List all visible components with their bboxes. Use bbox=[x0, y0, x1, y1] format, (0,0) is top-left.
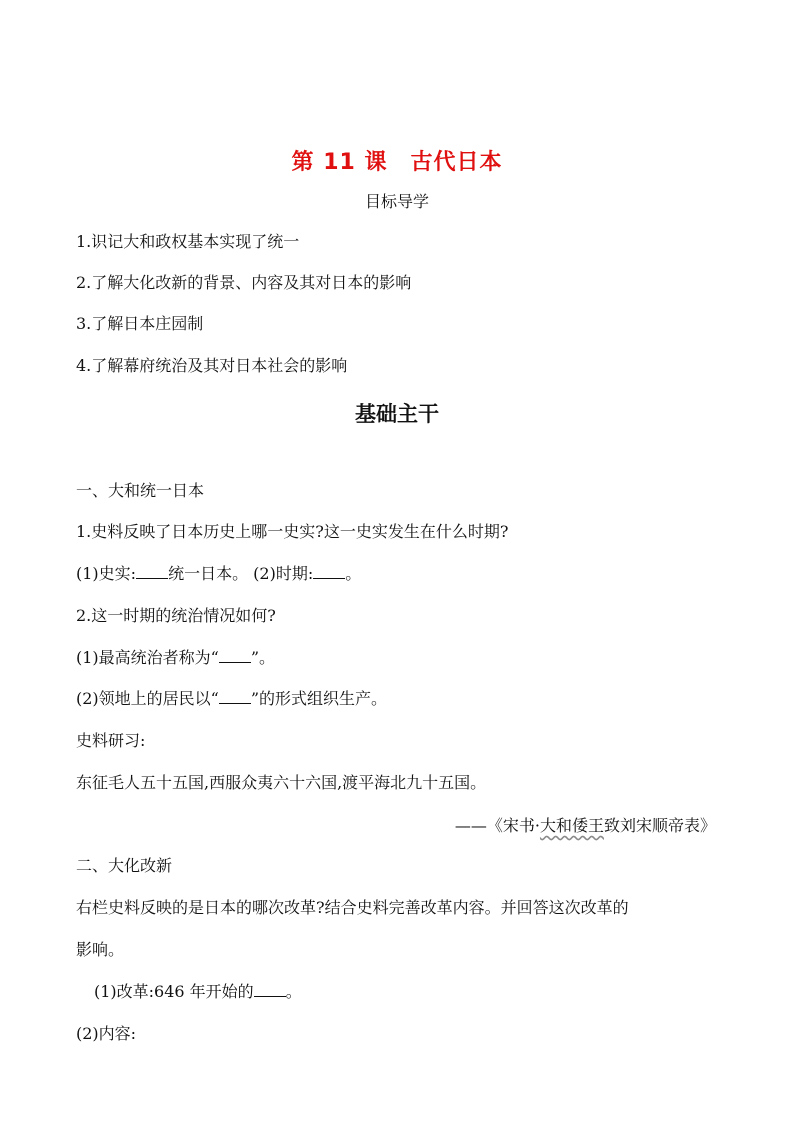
study-label: 史料研习: bbox=[76, 731, 146, 750]
fill-blank[interactable] bbox=[254, 981, 286, 997]
source-highlight: 大和倭王 bbox=[539, 816, 604, 835]
answer-2-2 bbox=[76, 688, 387, 710]
fill-blank[interactable] bbox=[219, 688, 251, 704]
part2-question-line1: 右栏史料反映的是日本的哪次改革?结合史料完善改革内容。并回答这次改革的 bbox=[76, 898, 629, 917]
question-1: 1.史料反映了日本历史上哪一史实?这一史实发生在什么时期? bbox=[76, 522, 509, 541]
fill-blank[interactable] bbox=[313, 563, 345, 579]
answer-2-1-end: ”。 bbox=[250, 648, 276, 667]
source-suffix: 致刘宋顺帝表》 bbox=[603, 816, 716, 835]
part2-heading: 二、大化改新 bbox=[76, 856, 173, 875]
lesson-subtitle: 目标导学 bbox=[364, 192, 429, 211]
lesson-title: 第 11 课 古代日本 bbox=[291, 150, 503, 175]
part2-question-line2: 影响。 bbox=[76, 940, 125, 959]
question-2: 2.这一时期的统治情况如何? bbox=[76, 606, 276, 625]
fill-blank[interactable] bbox=[219, 647, 251, 663]
source-prefix: ——《宋书· bbox=[454, 816, 540, 835]
answer-1 bbox=[76, 563, 361, 585]
part2-answer-1-prefix: (1)改革:646 年开始的 bbox=[94, 982, 254, 1001]
goal-item: 2.了解大化改新的背景、内容及其对日本的影响 bbox=[76, 273, 412, 292]
answer-1-mid: 统一日本。 (2)时期: bbox=[168, 564, 314, 583]
answer-1-end: 。 bbox=[345, 564, 362, 583]
part1-heading: 一、大和统一日本 bbox=[76, 481, 205, 500]
goal-item: 1.识记大和政权基本实现了统一 bbox=[76, 232, 300, 251]
goal-item: 4.了解幕府统治及其对日本社会的影响 bbox=[76, 356, 348, 375]
answer-2-1 bbox=[76, 647, 275, 669]
source-citation bbox=[455, 815, 716, 837]
part2-answer-1-end: 。 bbox=[285, 982, 302, 1001]
answer-1-prefix: (1)史实: bbox=[76, 564, 137, 583]
answer-2-2-prefix: (2)领地上的居民以“ bbox=[76, 689, 219, 708]
source-quote: 东征毛人五十五国,西服众夷六十六国,渡平海北九十五国。 bbox=[76, 773, 487, 792]
part2-answer-2: (2)内容: bbox=[76, 1024, 137, 1043]
fill-blank[interactable] bbox=[136, 563, 168, 579]
answer-2-1-prefix: (1)最高统治者称为“ bbox=[76, 648, 219, 667]
part2-answer-1 bbox=[94, 981, 302, 1003]
section-title: 基础主干 bbox=[355, 402, 439, 426]
answer-2-2-end: ”的形式组织生产。 bbox=[250, 689, 388, 708]
goal-item: 3.了解日本庄园制 bbox=[76, 314, 204, 333]
